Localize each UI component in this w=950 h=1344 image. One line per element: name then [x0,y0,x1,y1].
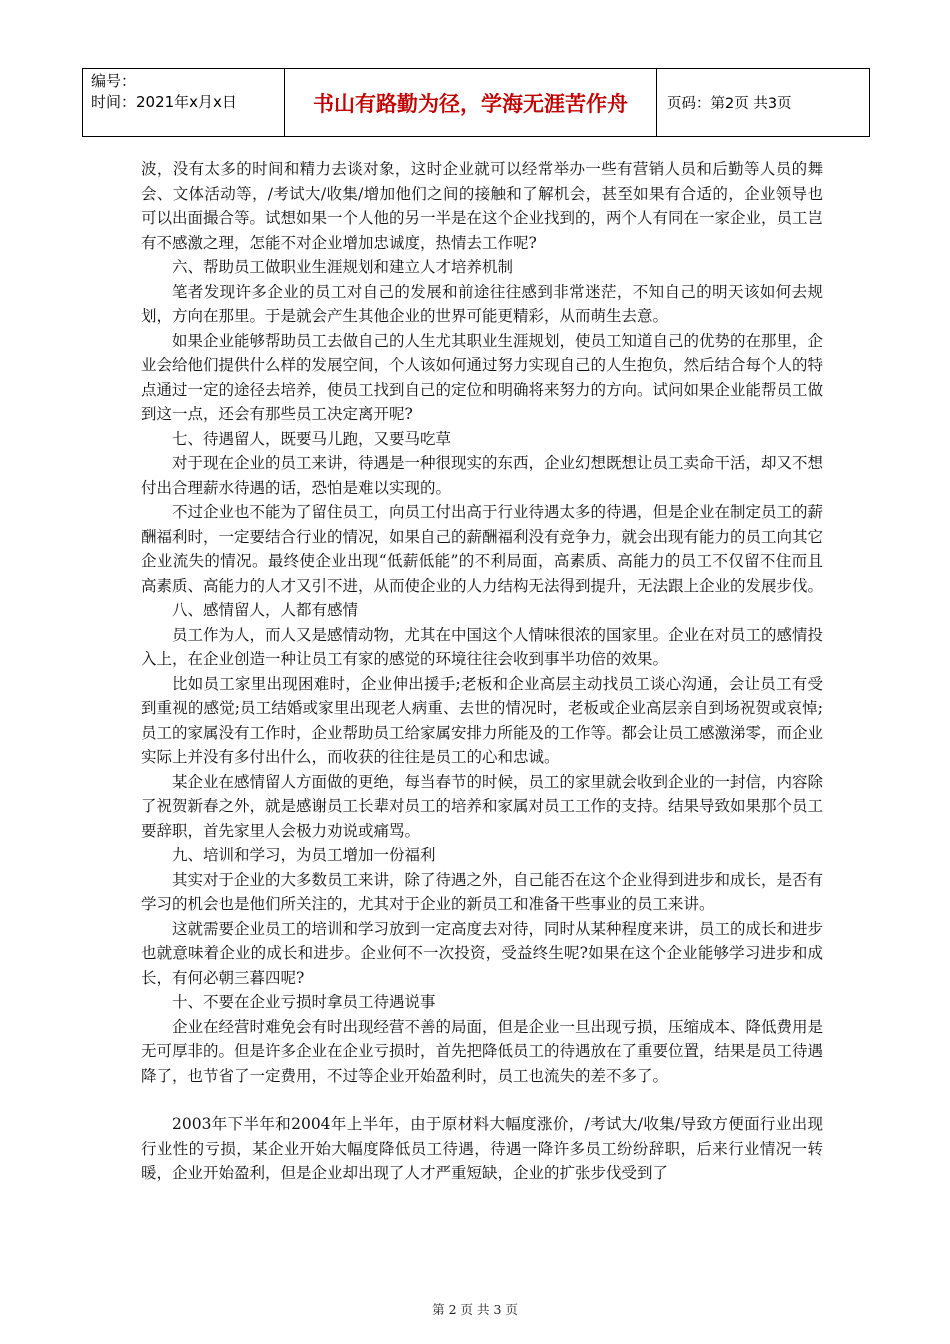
page-header [82,68,870,137]
page-footer: 第 2 页 共 3 页 [432,1302,518,1317]
document-body [141,157,823,1186]
document-number-label: 编号： [91,72,137,90]
section-heading: 七、待遇留人，既要马儿跑，又要马吃草 [172,429,452,448]
paragraph: 员工作为人，而人又是感情动物，尤其在中国这个人情味很浓的国家里。企业在对员工的感情投入上，在企业创造一种让员工有家的感觉的环境往往会收到事半功倍的效果。 [141,625,824,668]
section-heading: 八、感情留人，人都有感情 [172,601,359,619]
header-motto: 书山有路勤为径，学海无涯苦作舟 [285,69,657,136]
paragraph: 波，没有太多的时间和精力去谈对象，这时企业就可以经常举办一些有营销人员和后勤等人员的舞会、文体活动等，/考试大/收集/增加他们之间的接触和了解机会，甚至如果有合适的，企业领导也可以出面撮合等。试想如果一个人他的另一半是在这个企业找到的，两个人有同在一家企业，员工岂有不感激之理，怎能不对企业增加忠诚度，热情去工作呢? [141,160,824,252]
section-heading: 六、帮助员工做职业生涯规划和建立人才培养机制 [172,258,514,276]
paragraph: 对于现在企业的员工来讲，待遇是一种很现实的东西，企业幻想既想让员工卖命干活，却又不想付出合理薪水待遇的话，恐怕是难以实现的。 [141,454,824,497]
header-page-info: 页码：第2页 共3页 [667,96,792,112]
paragraph: 某企业在感情留人方面做的更绝，每当春节的时候，员工的家里就会收到企业的一封信，内容除了祝贺新春之外，就是感谢员工长辈对员工的培养和家属对员工工作的支持。结果导致如果那个员工要辞职，首先家里人会极力劝说或痛骂。 [141,772,824,840]
section-heading: 九、培训和学习，为员工增加一份福利 [172,846,436,864]
paragraph: 其实对于企业的大多数员工来讲，除了待遇之外，自己能否在这个企业得到进步和成长，是否有学习的机会也是他们所关注的，尤其对于企业的新员工和准备干些事业的员工来讲。 [141,870,824,913]
document-time-label: 时间：2021年x月x日 [91,93,237,111]
paragraph: 如果企业能够帮助员工去做自己的人生尤其职业生涯规划，使员工知道自己的优势的在那里，企业会给他们提供什么样的发展空间，个人该如何通过努力实现自己的人生抱负，然后结合每个人的特点通过一定的途径去培养，使员工找到自己的定位和明确将来努力的方向。试问如果企业能帮员工做到这一点，还会有那些员工决定离开呢? [141,331,824,423]
paragraph: 不过企业也不能为了留住员工，向员工付出高于行业待遇太多的待遇，但是企业在制定员工的薪酬福利时，一定要结合行业的情况，如果自己的薪酬福利没有竞争力，就会出现有能力的员工向其它企业流失的情况。最终使企业出现“低薪低能”的不利局面，高素质、高能力的员工不仅留不住而且高素质、高能力的人才又引不进，从而使企业的人力结构无法得到提升，无法跟上企业的发展步伐。 [141,503,824,595]
paragraph: 2003年下半年和2004年上半年，由于原材料大幅度涨价，/考试大/收集/导致方便面行业出现行业性的亏损，某企业开始大幅度降低员工待遇，待遇一降许多员工纷纷辞职，后来行业情况一转暖，企业开始盈利，但是企业却出现了人才严重短缺，企业的扩张步伐受到了 [141,1115,823,1182]
paragraph: 比如员工家里出现困难时，企业伸出援手;老板和企业高层主动找员工谈心沟通，会让员工有受到重视的感觉;员工结婚或家里出现老人病重、去世的情况时，老板或企业高层亲自到场祝贺或哀悼;员工的家属没有工作时，企业帮助员工给家属安排力所能及的工作等。都会让员工感激涕零，而企业实际上并没有多付出什么，而收获的往往是员工的心和忠诚。 [141,674,824,766]
paragraph: 这就需要企业员工的培训和学习放到一定高度去对待，同时从某种程度来讲，员工的成长和进步也就意味着企业的成长和进步。企业何不一次投资，受益终生呢?如果在这个企业能够学习进步和成长，有何必朝三暮四呢? [141,919,824,987]
paragraph: 企业在经营时难免会有时出现经营不善的局面，但是企业一旦出现亏损，压缩成本、降低费用是无可厚非的。但是许多企业在企业亏损时，首先把降低员工的待遇放在了重要位置，结果是员工待遇降了，也节省了一定费用，不过等企业开始盈利时，员工也流失的差不多了。 [141,1017,824,1085]
header-meta [83,69,285,136]
paragraph: 笔者发现许多企业的员工对自己的发展和前途往往感到非常迷茫，不知自己的明天该如何去规划，方向在那里。于是就会产生其他企业的世界可能更精彩，从而萌生去意。 [141,282,823,325]
section-heading: 十、不要在企业亏损时拿员工待遇说事 [172,993,436,1011]
